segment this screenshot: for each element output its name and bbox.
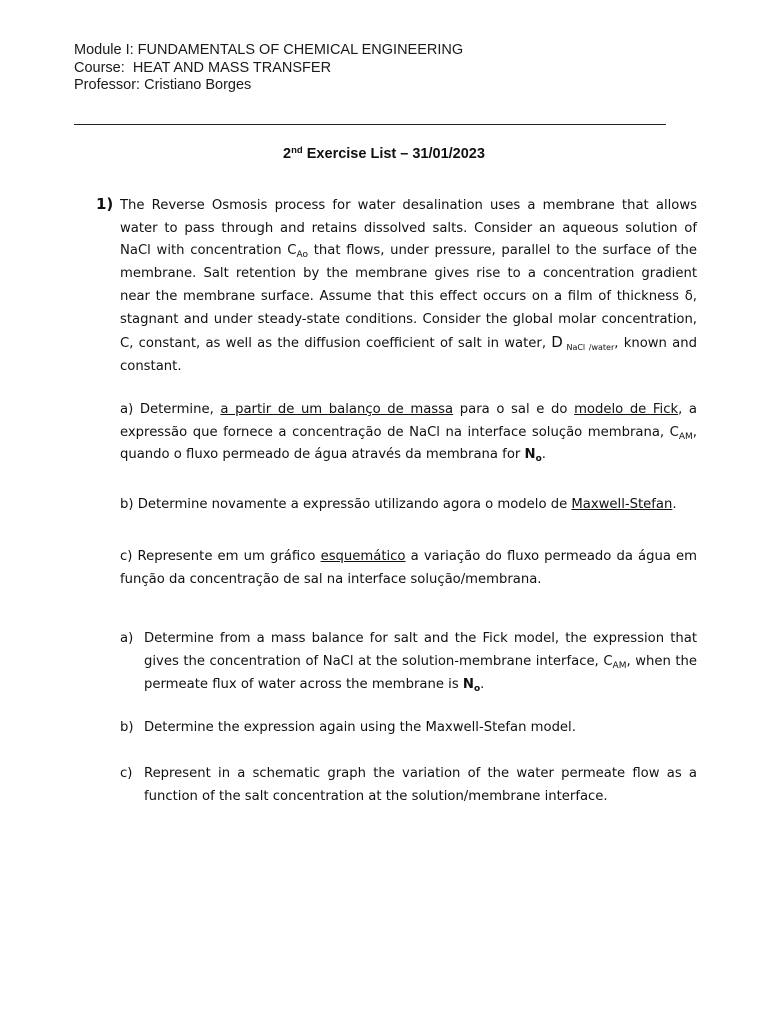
statement-part-1: The Reverse Osmosis process for water desalination uses a membrane that allows water to pass through and retains dissolved salts. Consider an aqueous solution of NaCl with concentration <box>120 198 697 259</box>
en-a-text-1: Determine from a mass balance for salt and the Fick model, the expression that gives the concentration of NaCl at the solution-membrane interface, <box>144 631 697 669</box>
title-ordinal: 2 <box>283 146 292 162</box>
en-a-text-3: . <box>480 676 485 692</box>
pt-a-text-3: , a expressão que fornece a concentração de NaCl na interface solução membrana, <box>120 402 698 440</box>
course-line: Course: HEAT AND MASS TRANSFER <box>74 59 332 76</box>
en-item-c <box>120 763 697 809</box>
delta-symbol: δ <box>684 288 693 304</box>
module-line: Module I: FUNDAMENTALS OF CHEMICAL ENGINEERING <box>74 42 464 58</box>
pt-c-underline: esquemático <box>320 549 406 564</box>
en-item-a <box>120 628 697 696</box>
concentration-subscript: Ao <box>296 250 309 261</box>
pt-a-text-5: . <box>541 447 546 462</box>
header-divider <box>74 124 666 125</box>
pt-a-underline-1: a partir de um balanço de massa <box>220 402 454 417</box>
pt-a-cam-subscript: AM <box>678 431 693 442</box>
en-c-text: Represent in a schematic graph the variation of the water permeate flow as a function of the salt concentration at the solution/membrane interface. <box>144 766 697 804</box>
pt-item-b <box>120 494 697 517</box>
pt-c-text-1: c) Represente em um gráfico <box>120 549 321 564</box>
title-rest: Exercise List – 31/01/2023 <box>302 146 485 162</box>
en-b-label: b) <box>120 720 134 735</box>
en-item-b <box>120 717 697 740</box>
pt-item-a <box>120 399 697 467</box>
en-b-text: Determine the expression again using the Maxwell-Stefan model. <box>144 720 576 735</box>
document-header <box>74 42 463 95</box>
professor-line: Professor: Cristiano Borges <box>74 77 252 93</box>
page-title <box>0 146 768 162</box>
en-a-label: a) <box>120 631 134 646</box>
pt-a-cam-symbol: C <box>669 424 679 440</box>
pt-a-text-4: , quando o fluxo permeado de água através da membrana for <box>120 424 697 462</box>
pt-b-text-2: . <box>672 497 677 512</box>
global-concentration-symbol: C <box>120 336 130 352</box>
en-a-flux-symbol: N <box>462 676 474 692</box>
statement-part-3: , stagnant and under steady-state conditions. Consider the global molar concentration, <box>120 288 697 327</box>
en-a-text-2: , when the permeate flux of water across the membrane is <box>144 653 697 692</box>
title-ordinal-suffix: nd <box>291 145 303 156</box>
en-a-flux-subscript: o <box>473 683 481 694</box>
statement-part-4: , constant, as well as the diffusion coefficient of salt in water, <box>129 336 552 352</box>
pt-a-text-1: a) Determine, <box>120 402 221 417</box>
statement-part-5: , known and constant. <box>120 336 697 374</box>
en-c-label: c) <box>120 766 133 781</box>
statement-part-2: that flows, under pressure, parallel to the surface of the membrane. Salt retention by the membrane gives rise to a concentration gradient near the membrane surface. Assume that this effect occurs on a film of thickness <box>120 243 697 304</box>
pt-b-text-1: b) Determine novamente a expressão utilizando agora o modelo de <box>120 497 572 512</box>
diffusion-symbol: D <box>551 333 563 352</box>
pt-item-c <box>120 546 697 591</box>
diffusion-subscript: NaCl /water <box>562 343 615 353</box>
pt-b-underline: Maxwell-Stefan <box>571 497 673 512</box>
pt-a-underline-2: modelo de Fick <box>574 402 679 417</box>
question-statement <box>120 195 697 379</box>
en-a-cam-symbol: C <box>603 653 613 669</box>
concentration-symbol: C <box>287 243 297 259</box>
en-a-cam-subscript: AM <box>612 660 627 671</box>
pt-a-flux-symbol: N <box>524 447 536 462</box>
pt-a-text-2: para o sal e do <box>453 402 575 417</box>
question-number: 1) <box>96 195 114 213</box>
pt-c-text-2: a variação do fluxo permeado da água em função da concentração de sal na interface solução/membrana. <box>120 549 697 587</box>
pt-a-flux-subscript: o <box>535 454 542 464</box>
